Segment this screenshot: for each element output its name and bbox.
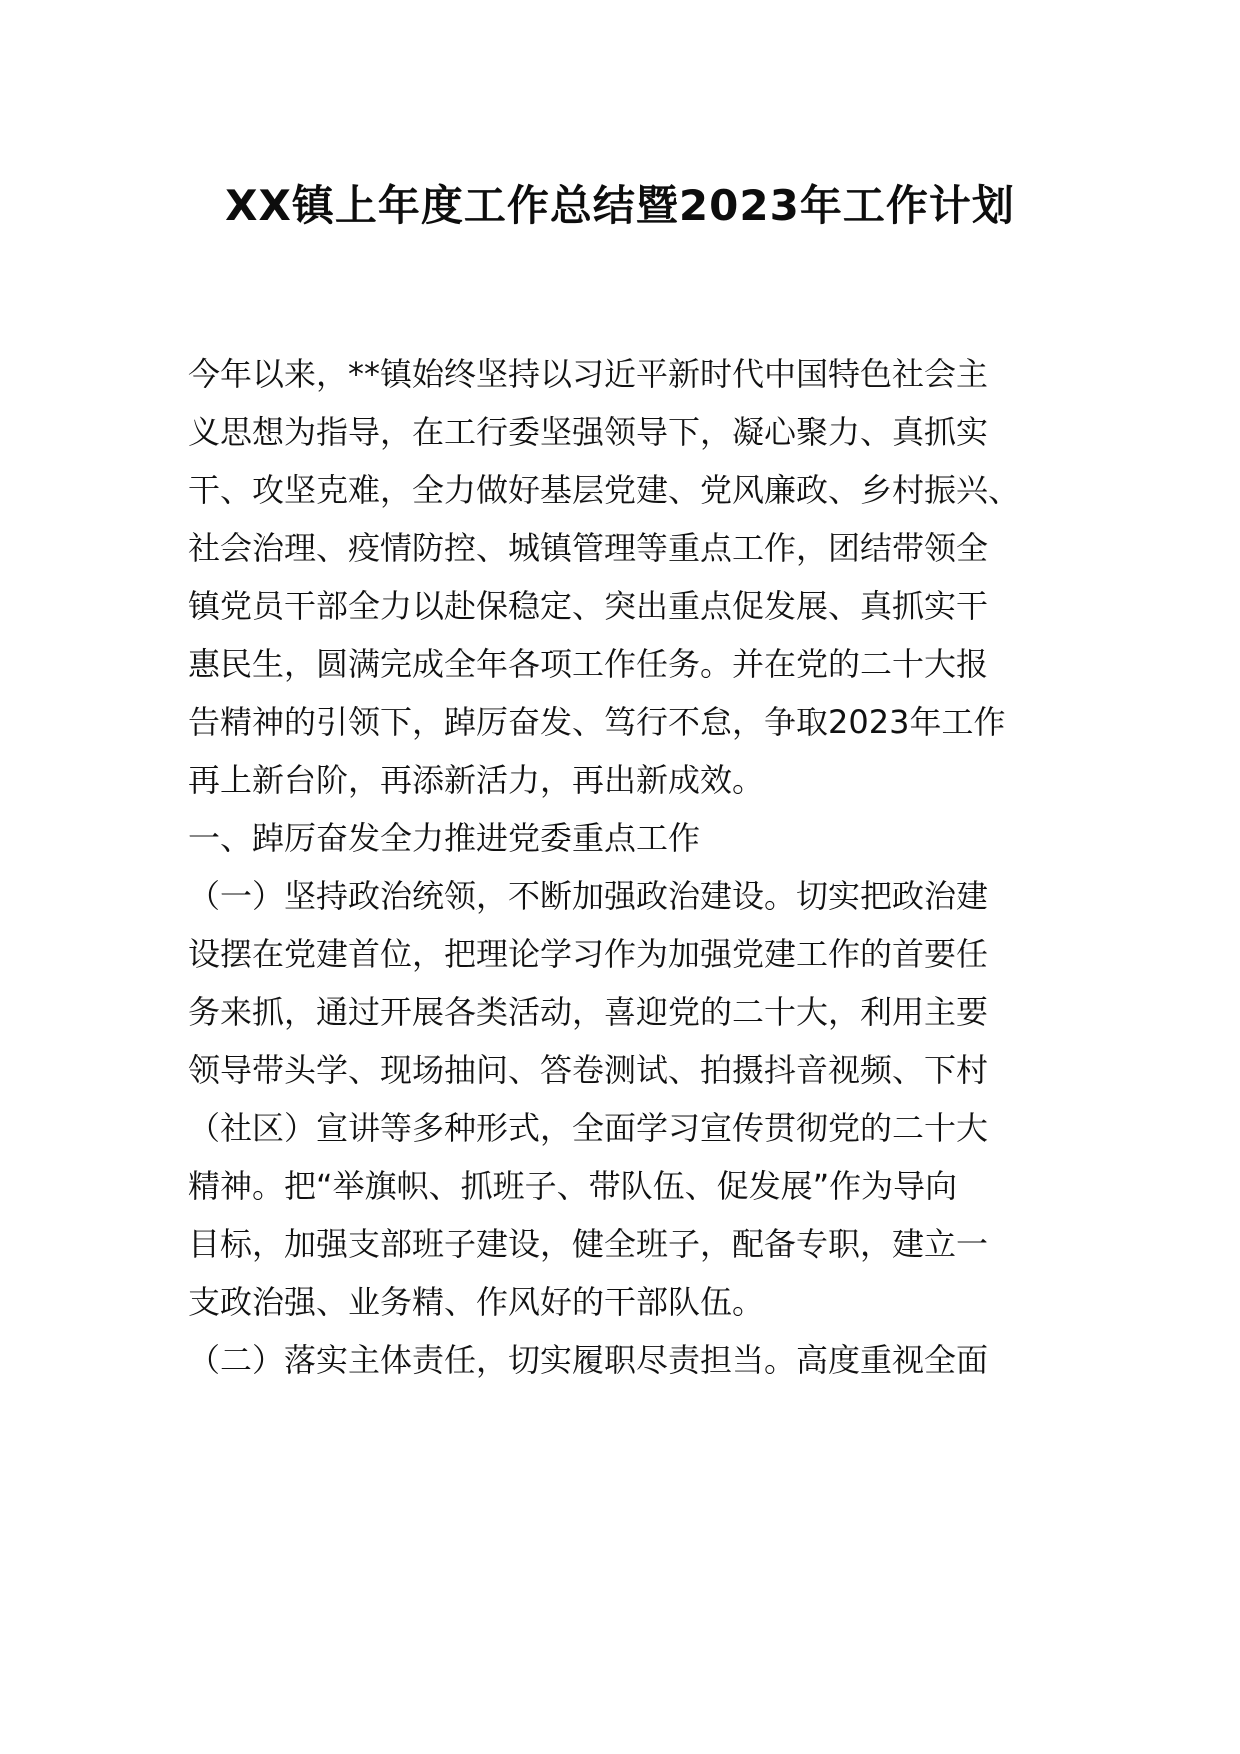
- paragraph-line: （二）落实主体责任，切实履职尽责担当。高度重视全面: [188, 1341, 989, 1379]
- paragraph-line: 今年以来，**镇始终坚持以习近平新时代中国特色社会主: [188, 355, 989, 393]
- paragraph-line: 目标，加强支部班子建设，健全班子，配备专职，建立一: [188, 1225, 989, 1263]
- paragraph-line: 精神。把“举旗帜、抓班子、带队伍、促发展”作为导向: [188, 1167, 958, 1205]
- paragraph-line: （社区）宣讲等多种形式，全面学习宣传贯彻党的二十大: [188, 1109, 989, 1147]
- paragraph-line: 惠民生，圆满完成全年各项工作任务。并在党的二十大报: [188, 645, 989, 683]
- paragraph-line: 义思想为指导，在工行委坚强领导下，凝心聚力、真抓实: [188, 413, 989, 451]
- paragraph-line: （一）坚持政治统领，不断加强政治建设。切实把政治建: [188, 877, 989, 915]
- paragraph-line: 设摆在党建首位，把理论学习作为加强党建工作的首要任: [188, 935, 989, 973]
- paragraph-line: 再上新台阶，再添新活力，再出新成效。: [188, 761, 765, 799]
- paragraph-line: 镇党员干部全力以赴保稳定、突出重点促发展、真抓实干: [188, 587, 989, 625]
- document-title: XX镇上年度工作总结暨2023年工作计划: [225, 181, 1015, 230]
- paragraph-line: 务来抓，通过开展各类活动，喜迎党的二十大，利用主要: [188, 993, 989, 1031]
- paragraph-line: 告精神的引领下，踔厉奋发、笃行不怠，争取2023年工作: [188, 703, 1006, 741]
- paragraph-line: 干、攻坚克难，全力做好基层党建、党风廉政、乡村振兴、: [188, 471, 1021, 509]
- paragraph-line: 领导带头学、现场抽问、答卷测试、拍摄抖音视频、下村: [188, 1051, 989, 1089]
- paragraph-line: 社会治理、疫情防控、城镇管理等重点工作，团结带领全: [188, 529, 989, 567]
- section-heading: 一、踔厉奋发全力推进党委重点工作: [188, 819, 701, 857]
- paragraph-line: 支政治强、业务精、作风好的干部队伍。: [188, 1283, 765, 1321]
